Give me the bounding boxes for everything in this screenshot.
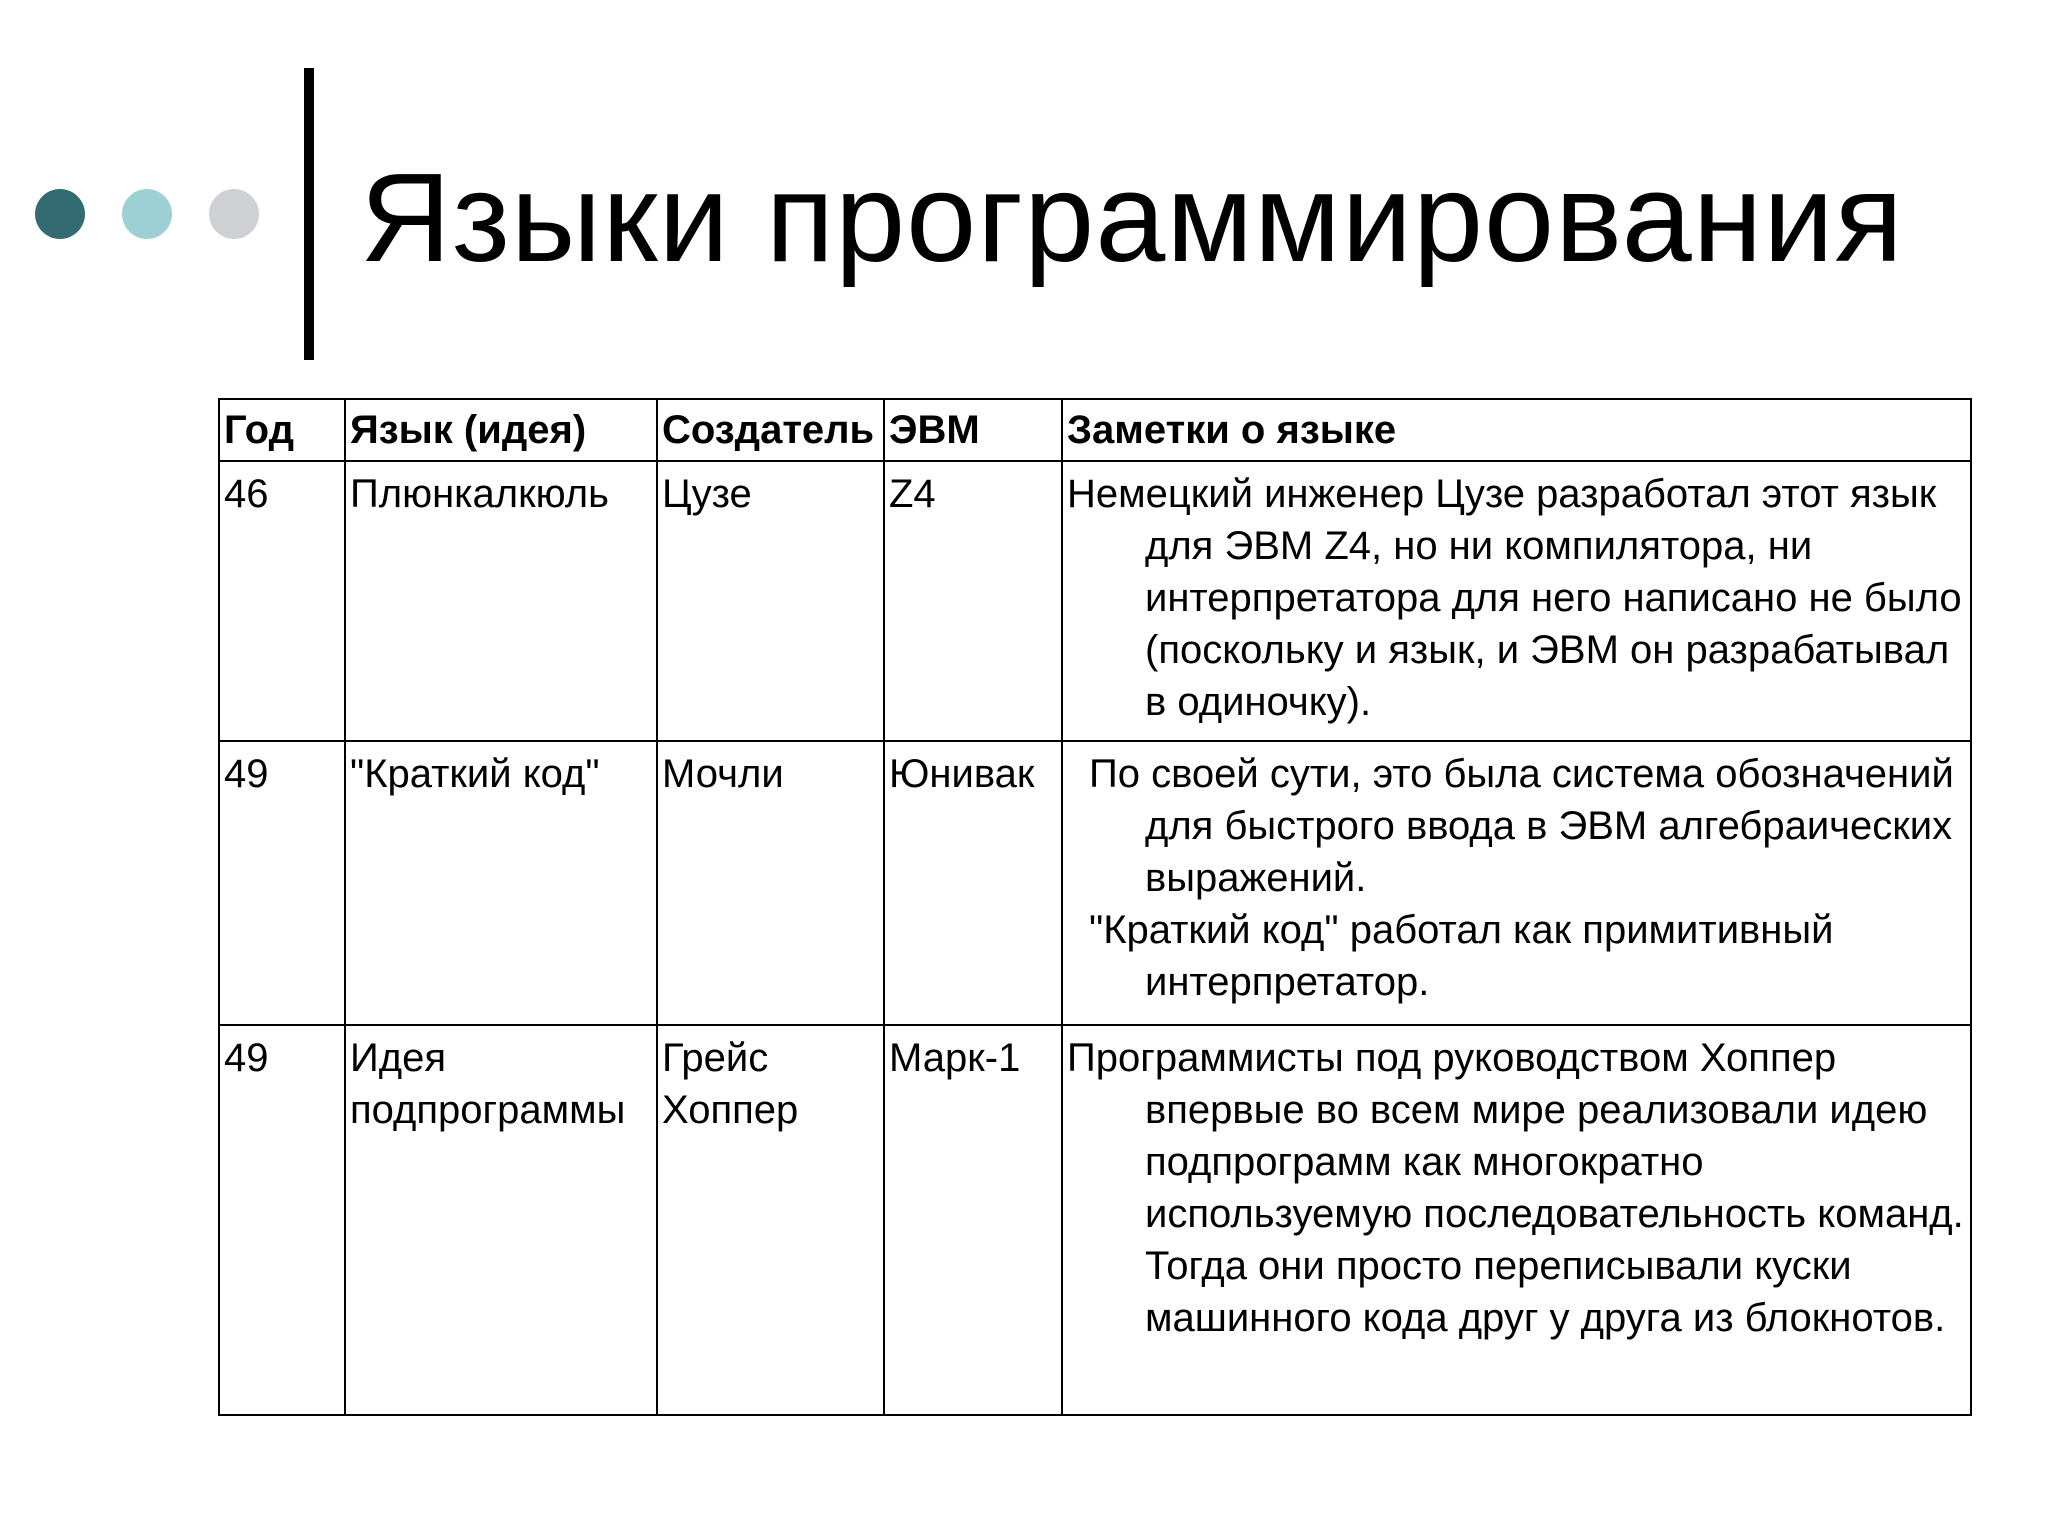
title-divider	[304, 68, 314, 360]
cell-notes	[1062, 741, 1971, 1025]
table-header-row	[219, 399, 1971, 461]
cell-author: Цузе	[657, 461, 884, 741]
header-notes: Заметки о языке	[1062, 399, 1971, 461]
note-paragraph: Программисты под руководством Хоппер впервые во всем мире реализовали идею подпрограмм как многократно используемую последовательность команд. Тогда они просто переписывали куски машинного кода друг у друга из блокнотов.	[1067, 1036, 1964, 1340]
cell-language: "Краткий код"	[345, 741, 657, 1025]
table-row	[219, 1025, 1971, 1415]
cell-computer: Юнивак	[884, 741, 1062, 1025]
slide-title: Языки программирования	[360, 147, 1904, 288]
decorative-dot-light	[209, 189, 259, 239]
cell-notes	[1062, 461, 1971, 741]
decorative-dot-dark	[35, 189, 85, 239]
cell-year: 46	[219, 461, 345, 741]
header-year: Год	[219, 399, 345, 461]
cell-language: Плюнкалкюль	[345, 461, 657, 741]
cell-computer: Z4	[884, 461, 1062, 741]
decorative-dot-mid	[122, 189, 172, 239]
note-paragraph: "Краткий код" работал как примитивный интерпретатор.	[1089, 908, 1834, 1004]
note-paragraph: По своей сути, это была система обозначений для быстрого ввода в ЭВМ алгебраических выражений.	[1089, 752, 1954, 900]
header-author: Создатель	[657, 399, 884, 461]
note-paragraph: Немецкий инженер Цузе разработал этот язык для ЭВМ Z4, но ни компилятора, ни интерпретатора для него написано не было (поскольку и язык, и ЭВМ он разрабатывал в одиночку).	[1067, 472, 1962, 724]
cell-author: Грейс Хоппер	[657, 1025, 884, 1415]
cell-year: 49	[219, 741, 345, 1025]
cell-year: 49	[219, 1025, 345, 1415]
cell-notes	[1062, 1025, 1971, 1415]
cell-computer: Марк-1	[884, 1025, 1062, 1415]
table-row	[219, 741, 1971, 1025]
header-computer: ЭВМ	[884, 399, 1062, 461]
cell-author: Мочли	[657, 741, 884, 1025]
table-row	[219, 461, 1971, 741]
cell-language: Идея подпрограммы	[345, 1025, 657, 1415]
languages-table	[218, 398, 1972, 1416]
header-language: Язык (идея)	[345, 399, 657, 461]
